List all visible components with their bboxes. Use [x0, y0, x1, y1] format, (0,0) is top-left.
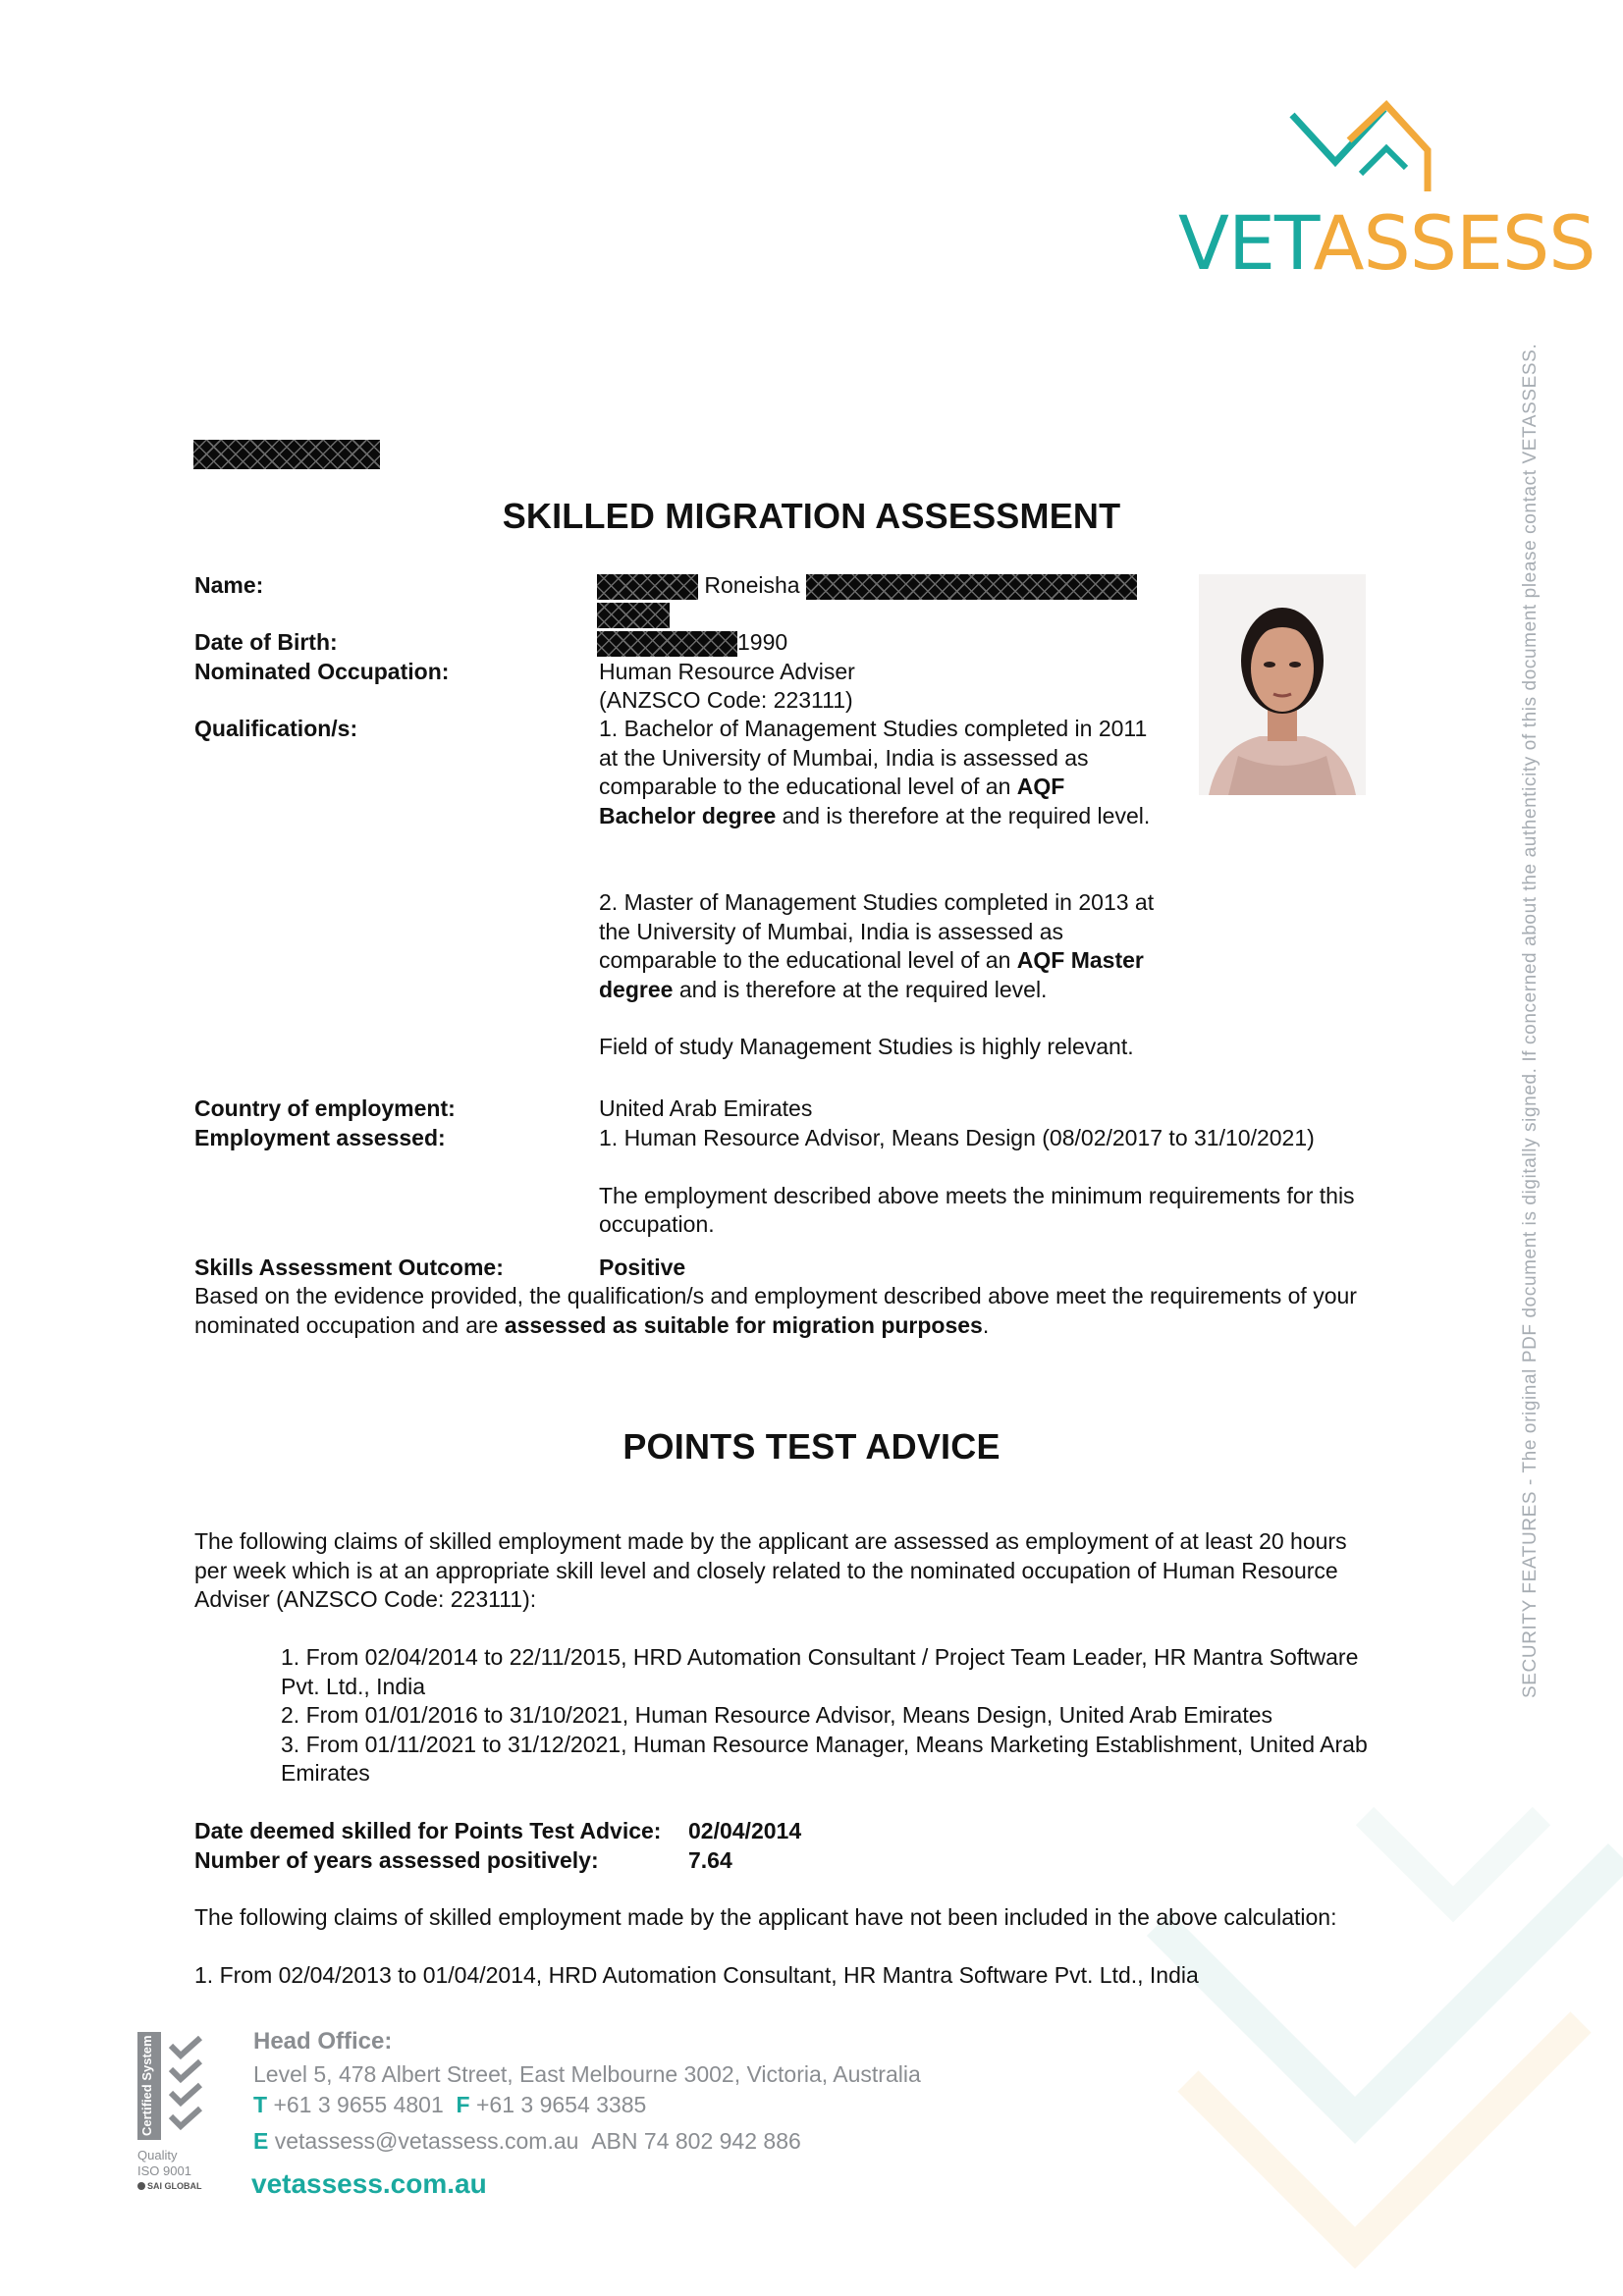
- outcome-period: .: [982, 1312, 990, 1338]
- email-address[interactable]: vetassess@vetassess.com.au: [274, 2128, 579, 2154]
- qual2-line3-text: comparable to the educational level of an: [599, 947, 1017, 973]
- qual1-line3: [599, 773, 1150, 802]
- dob-label: Date of Birth:: [194, 629, 338, 655]
- qual2-line1: 2. Master of Management Studies completed in 2013 at: [599, 889, 1155, 915]
- dob-value: [597, 628, 787, 658]
- outcome-label: Skills Assessment Outcome:: [194, 1255, 504, 1280]
- applicant-portrait-icon: [1199, 574, 1366, 795]
- name-value: [597, 571, 1137, 601]
- applicant-photo: [1199, 574, 1366, 795]
- points-item-2: 2. From 01/01/2016 to 31/10/2021, Human Resource Advisor, Means Design, United Arab Emirates: [281, 1702, 1273, 1728]
- field-of-study: Field of study Management Studies is highly relevant.: [599, 1034, 1134, 1059]
- country-value: United Arab Emirates: [599, 1095, 813, 1121]
- website-link[interactable]: vetassess.com.au: [251, 2168, 487, 2199]
- logo-text-vet: VET: [1178, 199, 1314, 287]
- qual1-degree: Bachelor degree: [599, 802, 777, 828]
- name-text: Roneisha: [704, 572, 800, 598]
- abn-number: ABN 74 802 942 886: [591, 2128, 801, 2154]
- years-label: Number of years assessed positively:: [194, 1847, 599, 1873]
- qual2-line3: [599, 946, 1154, 976]
- name-label: Name:: [194, 572, 264, 598]
- iso-certification-badge: [135, 2032, 214, 2199]
- qual1-aqf: AQF: [1016, 774, 1065, 799]
- qual2-line4: [599, 976, 1154, 1005]
- employment-value: 1. Human Resource Advisor, Means Design (08/02/2017 to 31/10/2021): [599, 1125, 1315, 1150]
- outcome-suitable: assessed as suitable for migration purposes: [504, 1312, 983, 1338]
- head-office-address: Level 5, 478 Albert Street, East Melbourne 3002, Victoria, Australia: [253, 2061, 921, 2087]
- redacted-last: [806, 574, 1137, 600]
- redacted-first: [597, 574, 698, 600]
- qual1-line1: 1. Bachelor of Management Studies completed in 2011: [599, 716, 1148, 741]
- qual1-line2: at the University of Mumbai, India is assessed as: [599, 744, 1089, 771]
- points-item-3a: 3. From 01/11/2021 to 31/12/2021, Human Resource Manager, Means Marketing Establishment, United Arab: [281, 1732, 1368, 1757]
- background-chevron-decoration: [1129, 1796, 1623, 2296]
- redacted-reference: [193, 440, 380, 469]
- points-item-1a: 1. From 02/04/2014 to 22/11/2015, HRD Automation Consultant / Project Team Leader, HR Mantra Software: [281, 1644, 1359, 1670]
- points-intro-1: The following claims of skilled employment made by the applicant are assessed as employment of at least 20 hours: [194, 1528, 1347, 1554]
- email-label: E: [253, 2128, 269, 2154]
- qual1-line4-text: and is therefore at the required level.: [776, 802, 1151, 828]
- points-title: POINTS TEST ADVICE: [622, 1426, 1001, 1467]
- outcome-text-2: [194, 1311, 989, 1341]
- date-deemed-label: Date deemed skilled for Points Test Advice:: [194, 1818, 662, 1843]
- checkmarks-icon: [167, 2036, 206, 2138]
- cert-vertical-text: Certified System: [139, 2035, 154, 2136]
- phone-number: +61 3 9655 4801: [273, 2092, 444, 2117]
- outcome-value: Positive: [599, 1255, 686, 1280]
- cert-sai: SAI GLOBAL: [147, 2181, 202, 2191]
- qualification-1: [599, 715, 1150, 830]
- points-intro-2: per week which is at an appropriate skill level and closely related to the nominated occupation of Human Resource: [194, 1558, 1338, 1583]
- dob-year: 1990: [737, 629, 788, 655]
- qualification-label: Qualification/s:: [194, 716, 358, 741]
- points-intro-3: Adviser (ANZSCO Code: 223111):: [194, 1586, 537, 1612]
- points-item-1b: Pvt. Ltd., India: [281, 1674, 426, 1699]
- assessment-title: SKILLED MIGRATION ASSESSMENT: [502, 496, 1121, 536]
- outcome-text-2a: nominated occupation and are: [194, 1312, 505, 1338]
- qual2-line4-text: and is therefore at the required level.: [673, 976, 1048, 1002]
- fax-label: F: [456, 2092, 470, 2117]
- cert-quality: Quality: [137, 2148, 178, 2163]
- qualification-2: [599, 888, 1154, 1004]
- employment-label: Employment assessed:: [194, 1125, 446, 1150]
- redacted-name-cont: [597, 603, 670, 628]
- points-item-3b: Emirates: [281, 1760, 370, 1786]
- occupation-value: Human Resource Adviser: [599, 659, 855, 684]
- logo-mark-icon: [1284, 93, 1434, 196]
- anzsco-code: (ANZSCO Code: 223111): [599, 687, 853, 713]
- qual2-line2: the University of Mumbai, India is assessed as: [599, 918, 1063, 944]
- cert-iso: ISO 9001: [137, 2163, 191, 2178]
- excluded-item: 1. From 02/04/2013 to 01/04/2014, HRD Automation Consultant, HR Mantra Software Pvt. Ltd., India: [194, 1962, 1199, 1988]
- phone-label: T: [253, 2092, 268, 2117]
- sai-dot-icon: [137, 2182, 145, 2190]
- occupation-label: Nominated Occupation:: [194, 659, 450, 684]
- qual1-line4: [599, 802, 1150, 831]
- vetassess-logo: [1178, 93, 1596, 287]
- redacted-dob: [597, 631, 737, 657]
- qual2-degree: degree: [599, 976, 674, 1002]
- head-office-label: Head Office:: [253, 2028, 393, 2055]
- qual2-aqf: AQF Master: [1016, 947, 1144, 973]
- country-label: Country of employment:: [194, 1095, 456, 1121]
- outcome-text-1: Based on the evidence provided, the qualification/s and employment described above meet the requirements of your: [194, 1283, 1357, 1308]
- fax-number: +61 3 9654 3385: [476, 2092, 647, 2117]
- logo-text-assess: ASSESS: [1313, 199, 1596, 287]
- employment-note-1: The employment described above meets the minimum requirements for this: [599, 1183, 1355, 1208]
- employment-note-2: occupation.: [599, 1211, 715, 1237]
- email-abn-line: [253, 2128, 801, 2155]
- years-value: 7.64: [688, 1847, 732, 1873]
- excluded-intro: The following claims of skilled employment made by the applicant have not been included in the above calculation:: [194, 1904, 1337, 1930]
- security-watermark: SECURITY FEATURES - The original PDF document is digitally signed. If concerned about the authenticity of this document please contact VETASSESS.: [1520, 343, 1541, 1698]
- qual1-line3-text: comparable to the educational level of an: [599, 774, 1017, 799]
- phone-fax-line: [253, 2092, 646, 2118]
- date-deemed-value: 02/04/2014: [688, 1818, 802, 1843]
